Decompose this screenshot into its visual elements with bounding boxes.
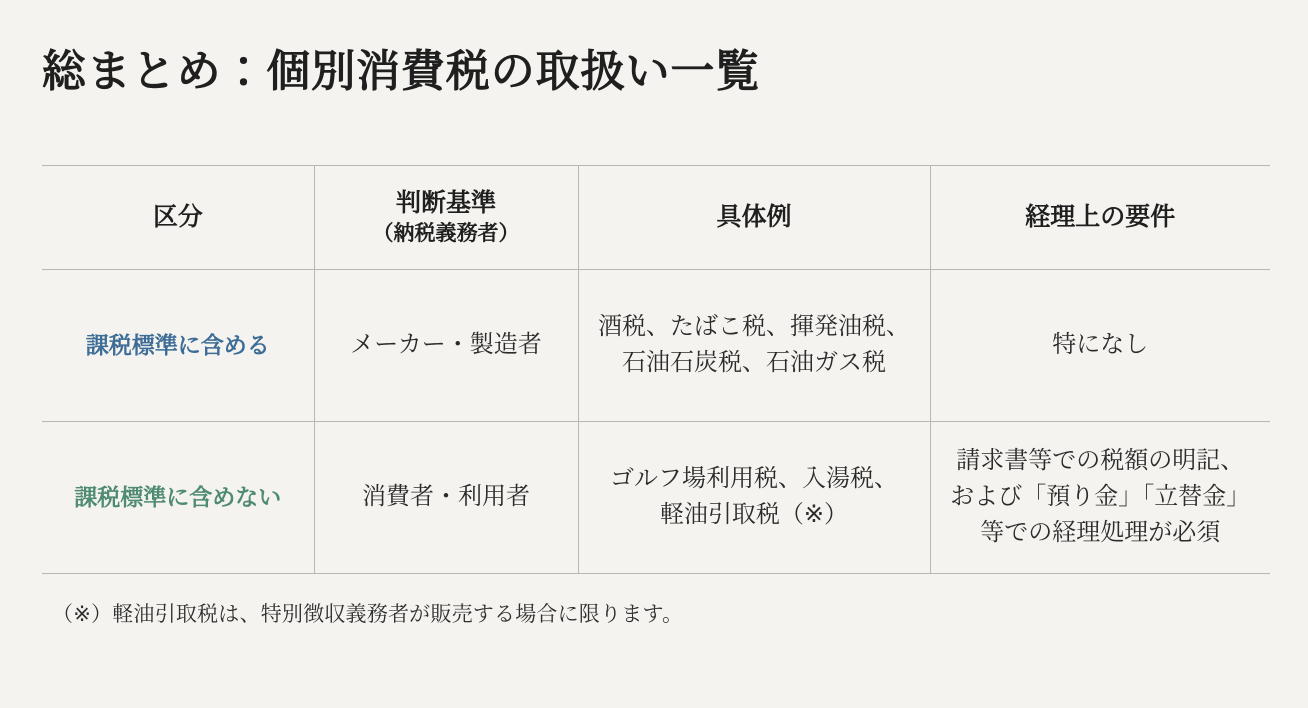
cell-accounting-excluded	[930, 421, 1270, 573]
cell-criteria-excluded-text: 消費者・利用者	[362, 483, 530, 511]
cell-accounting-excluded-line1: 請求書等での税額の明記、	[956, 447, 1245, 475]
table-row	[42, 269, 1270, 421]
column-header-examples	[578, 165, 930, 269]
row-label-included-text: 課税標準に含める	[85, 332, 270, 359]
cell-examples-included	[578, 269, 930, 421]
cell-criteria-included-text: メーカー・製造者	[350, 331, 542, 359]
cell-accounting-included-line1: 特になし	[1052, 331, 1149, 359]
column-header-accounting-label: 経理上の要件	[1025, 202, 1176, 231]
cell-criteria-included	[314, 269, 578, 421]
cell-examples-included-line2: 石油石炭税、石油ガス税	[622, 349, 886, 377]
page-title: 総まとめ：個別消費税の取扱い一覧	[42, 47, 761, 96]
column-header-accounting	[930, 165, 1270, 269]
cell-examples-included-line1: 酒税、たばこ税、揮発油税、	[598, 313, 910, 341]
column-header-criteria-label: 判断基準	[395, 188, 496, 217]
cell-accounting-included	[930, 269, 1270, 421]
cell-examples-excluded-line1: ゴルフ場利用税、入湯税、	[610, 465, 898, 493]
table-row	[42, 421, 1270, 573]
column-header-category-label: 区分	[152, 202, 203, 231]
column-header-examples-label: 具体例	[716, 202, 792, 231]
cell-accounting-excluded-line2: および「預り金」「立替金」	[950, 483, 1251, 511]
cell-examples-excluded	[578, 421, 930, 573]
cell-criteria-excluded	[314, 421, 578, 573]
row-label-excluded	[42, 421, 314, 573]
column-header-category	[42, 165, 314, 269]
column-header-criteria-sublabel: （納税義務者）	[372, 221, 520, 245]
row-label-excluded-text: 課税標準に含めない	[74, 484, 282, 511]
row-label-included	[42, 269, 314, 421]
table-container	[40, 165, 1268, 628]
summary-table	[42, 165, 1270, 574]
table-header	[42, 165, 1270, 269]
table-header-row	[42, 165, 1270, 269]
table-body	[42, 269, 1270, 573]
cell-accounting-excluded-line3: 等での経理処理が必須	[980, 519, 1221, 547]
column-header-criteria	[314, 165, 578, 269]
footnote: （※）軽油引取税は、特別徴収義務者が販売する場合に限ります。	[52, 602, 684, 626]
cell-examples-excluded-line2: 軽油引取税（※）	[659, 501, 849, 529]
